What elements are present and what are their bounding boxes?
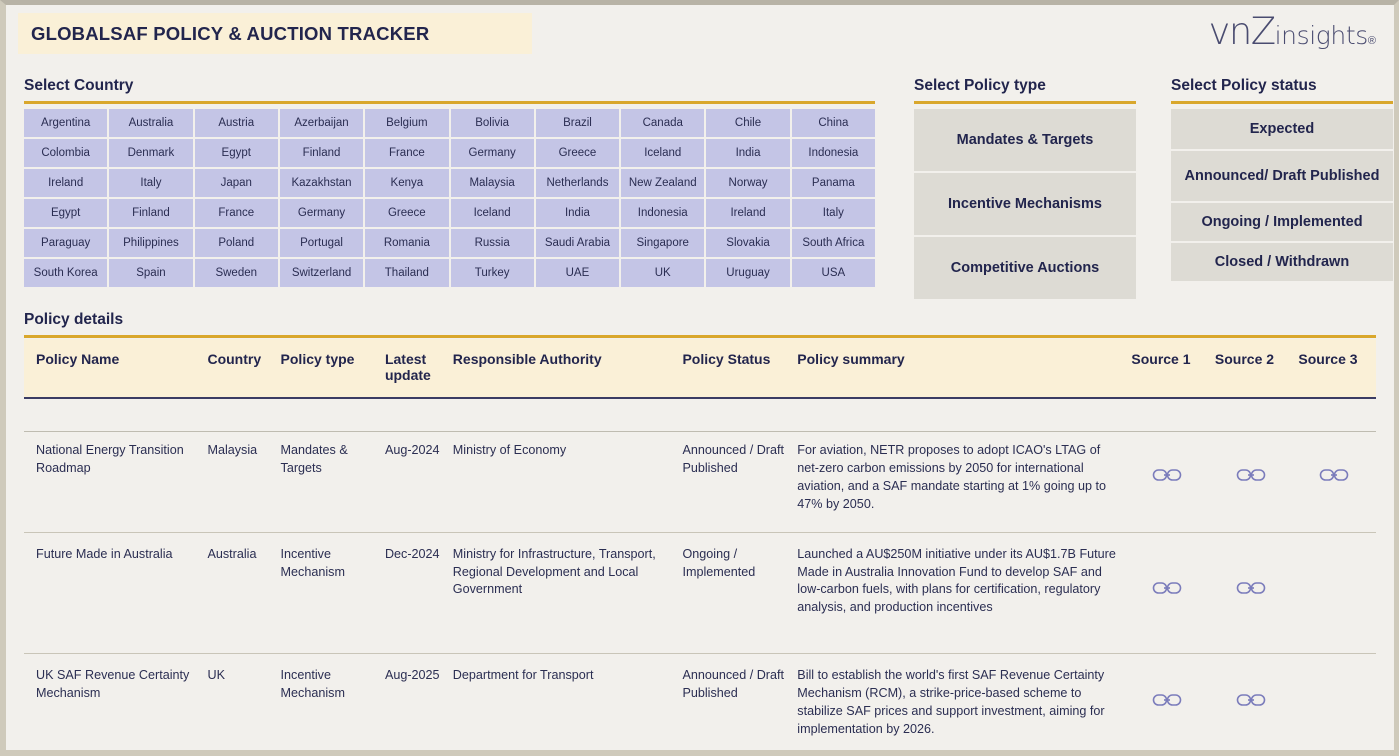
country-cell[interactable]: Chile (706, 109, 789, 137)
source-3-cell (1292, 657, 1376, 756)
link-icon[interactable] (1152, 580, 1182, 596)
policy-details-heading: Policy details (24, 311, 124, 328)
country-cell[interactable]: China (792, 109, 875, 137)
policy-status-cell: Announced / Draft Published (676, 432, 791, 533)
country-cell[interactable]: Norway (706, 169, 789, 197)
link-icon[interactable] (1236, 580, 1266, 596)
policy-type-selector[interactable] (914, 109, 1136, 299)
policy-type-cell: Incentive Mechanism (275, 657, 379, 756)
responsible-authority-cell: Ministry for Infrastructure, Transport, Regional Development and Local Government (447, 536, 677, 654)
country-cell[interactable]: Germany (280, 199, 363, 227)
select-policy-type-heading: Select Policy type (914, 77, 1046, 94)
country-cell[interactable]: Philippines (109, 229, 192, 257)
table-header (24, 339, 1376, 398)
country-cell[interactable]: South Africa (792, 229, 875, 257)
country-cell[interactable]: Argentina (24, 109, 107, 137)
country-selector-grid[interactable] (24, 109, 875, 287)
source-2-cell[interactable] (1209, 657, 1293, 756)
source-2-cell[interactable] (1209, 536, 1293, 654)
country-cell[interactable]: Finland (109, 199, 192, 227)
country-cell[interactable]: Colombia (24, 139, 107, 167)
latest-update-cell: Aug-2025 (379, 657, 447, 756)
select-country-heading: Select Country (24, 77, 134, 94)
policy-name-cell: National Energy Transition Roadmap (24, 432, 201, 533)
policy-summary-cell: Launched a AU$250M initiative under its AU$1.7B Future Made in Australia Innovation Fund to develop SAF and low-carbon fuels, with plans for certification, regulatory analysis, and production incentives (791, 536, 1125, 654)
country-cell[interactable]: Thailand (365, 259, 448, 287)
country-cell[interactable]: South Korea (24, 259, 107, 287)
country-cell[interactable]: Portugal (280, 229, 363, 257)
header-separator (24, 398, 1376, 432)
country-cell[interactable]: Austria (195, 109, 278, 137)
source-1-cell[interactable] (1125, 657, 1209, 756)
vnz-insights-logo (1208, 10, 1376, 54)
country-cell[interactable]: Ireland (24, 169, 107, 197)
policy-details-table-wrap (24, 339, 1376, 756)
tracker-canvas (6, 5, 1394, 750)
table-body (24, 398, 1376, 756)
policy-summary-cell: For aviation, NETR proposes to adopt ICAO's LTAG of net-zero carbon emissions by 2050 for international aviation, and a SAF mandate starting at 1% going up to 47% by 2050. (791, 432, 1125, 533)
country-cell[interactable]: Indonesia (792, 139, 875, 167)
column-header: Source 2 (1209, 339, 1293, 398)
country-cell[interactable]: Egypt (24, 199, 107, 227)
registered-trademark-icon: ® (1367, 35, 1376, 47)
country-cell[interactable]: Kenya (365, 169, 448, 197)
source-3-cell[interactable] (1292, 432, 1376, 533)
country-cell[interactable]: Greece (536, 139, 619, 167)
column-header: Policy Name (24, 339, 201, 398)
country-cell[interactable]: Iceland (451, 199, 534, 227)
title-banner (18, 13, 532, 54)
responsible-authority-cell: Department for Transport (447, 657, 677, 756)
column-header: Policy summary (791, 339, 1125, 398)
column-header: Responsible Authority (447, 339, 677, 398)
select-policy-status-rule (1171, 101, 1393, 104)
policy-status-option[interactable]: Ongoing / Implemented (1171, 203, 1393, 241)
policy-summary-cell: Bill to establish the world's first SAF Revenue Certainty Mechanism (RCM), a strike-price-based scheme to stabilize SAF prices and support investment, aiming for implementation by 2026. (791, 657, 1125, 756)
country-cell[interactable]: Finland (280, 139, 363, 167)
policy-details-table (24, 339, 1376, 756)
country-cell[interactable]: Uruguay (706, 259, 789, 287)
latest-update-cell: Aug-2024 (379, 432, 447, 533)
country-cell[interactable]: Bolivia (451, 109, 534, 137)
column-header: Source 1 (1125, 339, 1209, 398)
country-cell[interactable]: Iceland (621, 139, 704, 167)
country-cell[interactable]: Azerbaijan (280, 109, 363, 137)
country-cell[interactable]: Canada (621, 109, 704, 137)
logo-wordmark: insights (1274, 21, 1368, 50)
country-cell[interactable]: Australia (109, 109, 192, 137)
country-cell[interactable]: Ireland (706, 199, 789, 227)
policy-status-option[interactable]: Closed / Withdrawn (1171, 243, 1393, 281)
select-policy-type-rule (914, 101, 1136, 104)
country-cell[interactable]: Germany (451, 139, 534, 167)
link-icon[interactable] (1152, 467, 1182, 483)
responsible-authority-cell: Ministry of Economy (447, 432, 677, 533)
latest-update-cell: Dec-2024 (379, 536, 447, 654)
country-cell[interactable]: India (536, 199, 619, 227)
country-cell[interactable]: Poland (195, 229, 278, 257)
link-icon[interactable] (1152, 692, 1182, 708)
link-icon[interactable] (1236, 467, 1266, 483)
policy-type-cell: Mandates & Targets (275, 432, 379, 533)
policy-details-rule (24, 335, 1376, 338)
policy-type-cell: Incentive Mechanism (275, 536, 379, 654)
policy-status-cell: Announced / Draft Published (676, 657, 791, 756)
country-cell[interactable]: Switzerland (280, 259, 363, 287)
country-cell[interactable]: Greece (365, 199, 448, 227)
country-cell[interactable]: Romania (365, 229, 448, 257)
column-header: Policy type (275, 339, 379, 398)
policy-name-cell: UK SAF Revenue Certainty Mechanism (24, 657, 201, 756)
table-header-row (24, 339, 1376, 398)
country-cell[interactable]: New Zealand (621, 169, 704, 197)
column-header: Latest update (379, 339, 447, 398)
country-cell[interactable]: Malaysia (451, 169, 534, 197)
table-row (24, 432, 1376, 533)
country-cell[interactable]: Belgium (365, 109, 448, 137)
column-header: Source 3 (1292, 339, 1376, 398)
country-cell[interactable]: Italy (792, 199, 875, 227)
logo-mark: vnZ (1208, 10, 1275, 53)
policy-status-selector[interactable] (1171, 109, 1393, 281)
country-cell[interactable]: UAE (536, 259, 619, 287)
policy-type-option[interactable]: Mandates & Targets (914, 109, 1136, 171)
policy-status-option[interactable]: Announced/ Draft Published (1171, 151, 1393, 201)
select-country-rule (24, 101, 875, 104)
country-cell[interactable]: Panama (792, 169, 875, 197)
country-cell[interactable]: Kazakhstan (280, 169, 363, 197)
country-cell-value: Australia (201, 536, 274, 654)
column-header: Policy Status (676, 339, 791, 398)
country-cell[interactable]: France (195, 199, 278, 227)
country-cell[interactable]: Russia (451, 229, 534, 257)
country-cell-value: UK (201, 657, 274, 756)
policy-type-option[interactable]: Competitive Auctions (914, 237, 1136, 299)
link-icon[interactable] (1319, 467, 1349, 483)
source-1-cell[interactable] (1125, 432, 1209, 533)
country-cell[interactable]: Egypt (195, 139, 278, 167)
country-cell[interactable]: Italy (109, 169, 192, 197)
country-cell[interactable]: Slovakia (706, 229, 789, 257)
country-cell[interactable]: Paraguay (24, 229, 107, 257)
country-cell-value: Malaysia (201, 432, 274, 533)
policy-status-option[interactable]: Expected (1171, 109, 1393, 149)
country-cell[interactable]: Japan (195, 169, 278, 197)
country-cell[interactable]: Sweden (195, 259, 278, 287)
policy-type-option[interactable]: Incentive Mechanisms (914, 173, 1136, 235)
country-cell[interactable]: Indonesia (621, 199, 704, 227)
country-cell[interactable]: Saudi Arabia (536, 229, 619, 257)
country-cell[interactable]: USA (792, 259, 875, 287)
source-2-cell[interactable] (1209, 432, 1293, 533)
table-row (24, 657, 1376, 756)
country-cell[interactable]: France (365, 139, 448, 167)
country-cell[interactable]: Brazil (536, 109, 619, 137)
country-cell[interactable]: India (706, 139, 789, 167)
column-header: Country (201, 339, 274, 398)
country-cell[interactable]: Spain (109, 259, 192, 287)
select-policy-status-heading: Select Policy status (1171, 77, 1317, 94)
page-title: GLOBALSAF POLICY & AUCTION TRACKER (31, 22, 430, 44)
link-icon[interactable] (1236, 692, 1266, 708)
country-cell[interactable]: UK (621, 259, 704, 287)
source-1-cell[interactable] (1125, 536, 1209, 654)
source-3-cell (1292, 536, 1376, 654)
country-cell[interactable]: Denmark (109, 139, 192, 167)
country-cell[interactable]: Turkey (451, 259, 534, 287)
country-cell[interactable]: Singapore (621, 229, 704, 257)
policy-name-cell: Future Made in Australia (24, 536, 201, 654)
policy-status-cell: Ongoing / Implemented (676, 536, 791, 654)
table-row (24, 536, 1376, 654)
country-cell[interactable]: Netherlands (536, 169, 619, 197)
